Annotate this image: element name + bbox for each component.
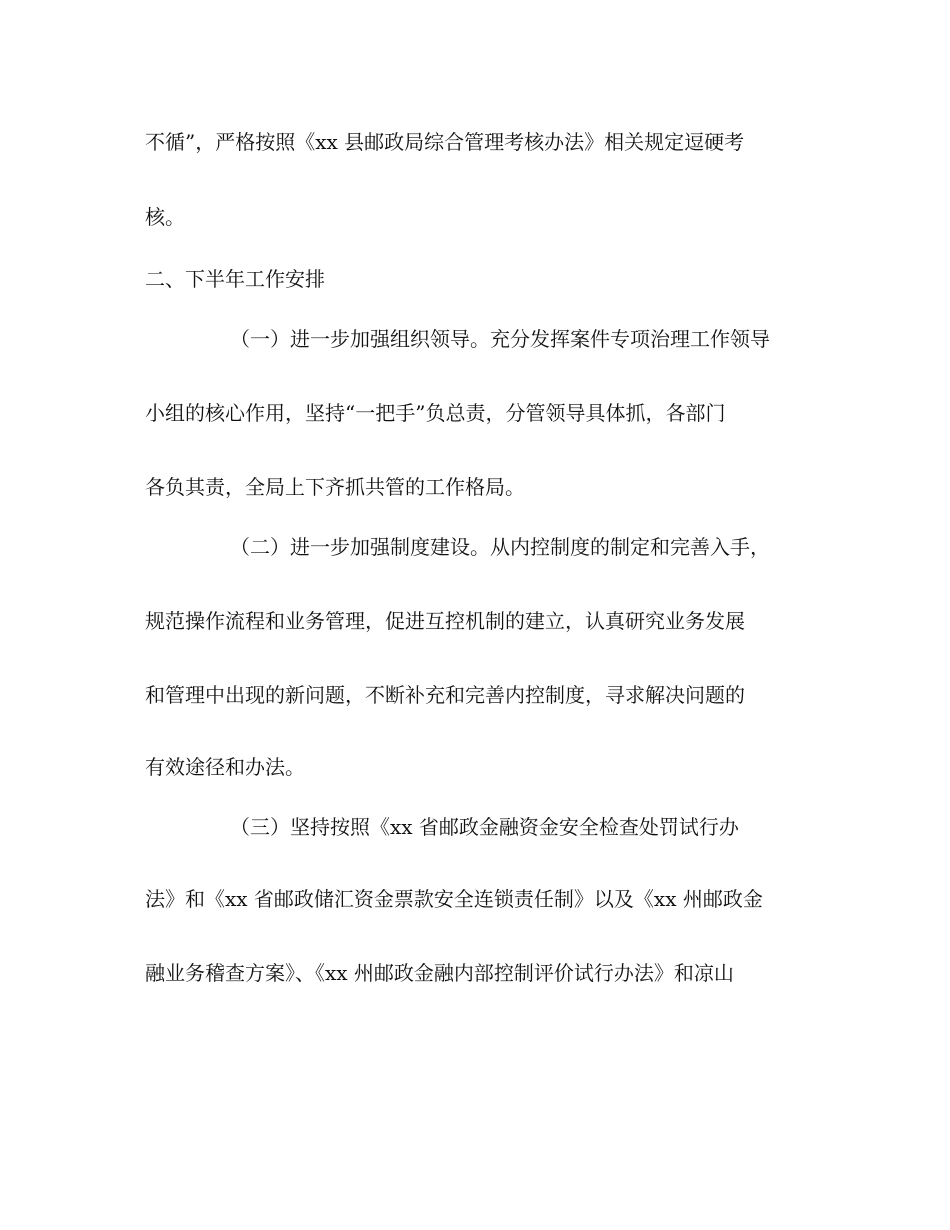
section-heading-second-half-plan: 二、下半年工作安排 — [145, 267, 325, 291]
paragraph-1-line-3: 各负其责，全局上下齐抓共管的工作格局。 — [145, 475, 525, 499]
paragraph-2-line-2: 规范操作流程和业务管理，促进互控机制的建立，认真研究业务发展 — [145, 609, 745, 633]
paragraph-3-line-1: （三）坚持按照《xx 省邮政金融资金安全检查处罚试行办 — [230, 815, 739, 839]
paragraph-2-line-4: 有效途径和办法。 — [145, 755, 305, 779]
text-line-1: 不循”，严格按照《xx 县邮政局综合管理考核办法》相关规定逗硬考 — [145, 130, 745, 154]
paragraph-2-line-3: 和管理中出现的新问题，不断补充和完善内控制度，寻求解决问题的 — [145, 683, 745, 707]
paragraph-3-line-3: 融业务稽查方案》、《xx 州邮政金融内部控制评价试行办法》和凉山 — [145, 961, 734, 985]
paragraph-2-line-1: （二）进一步加强制度建设。从内控制度的制定和完善入手， — [230, 535, 770, 559]
paragraph-1-line-2: 小组的核心作用，坚持“一把手”负总责，分管领导具体抓，各部门 — [145, 401, 726, 425]
text-line-2: 核。 — [145, 205, 185, 229]
paragraph-1-line-1: （一）进一步加强组织领导。充分发挥案件专项治理工作领导 — [230, 327, 770, 351]
paragraph-3-line-2: 法》和《xx 省邮政储汇资金票款安全连锁责任制》以及《xx 州邮政金 — [145, 887, 763, 911]
